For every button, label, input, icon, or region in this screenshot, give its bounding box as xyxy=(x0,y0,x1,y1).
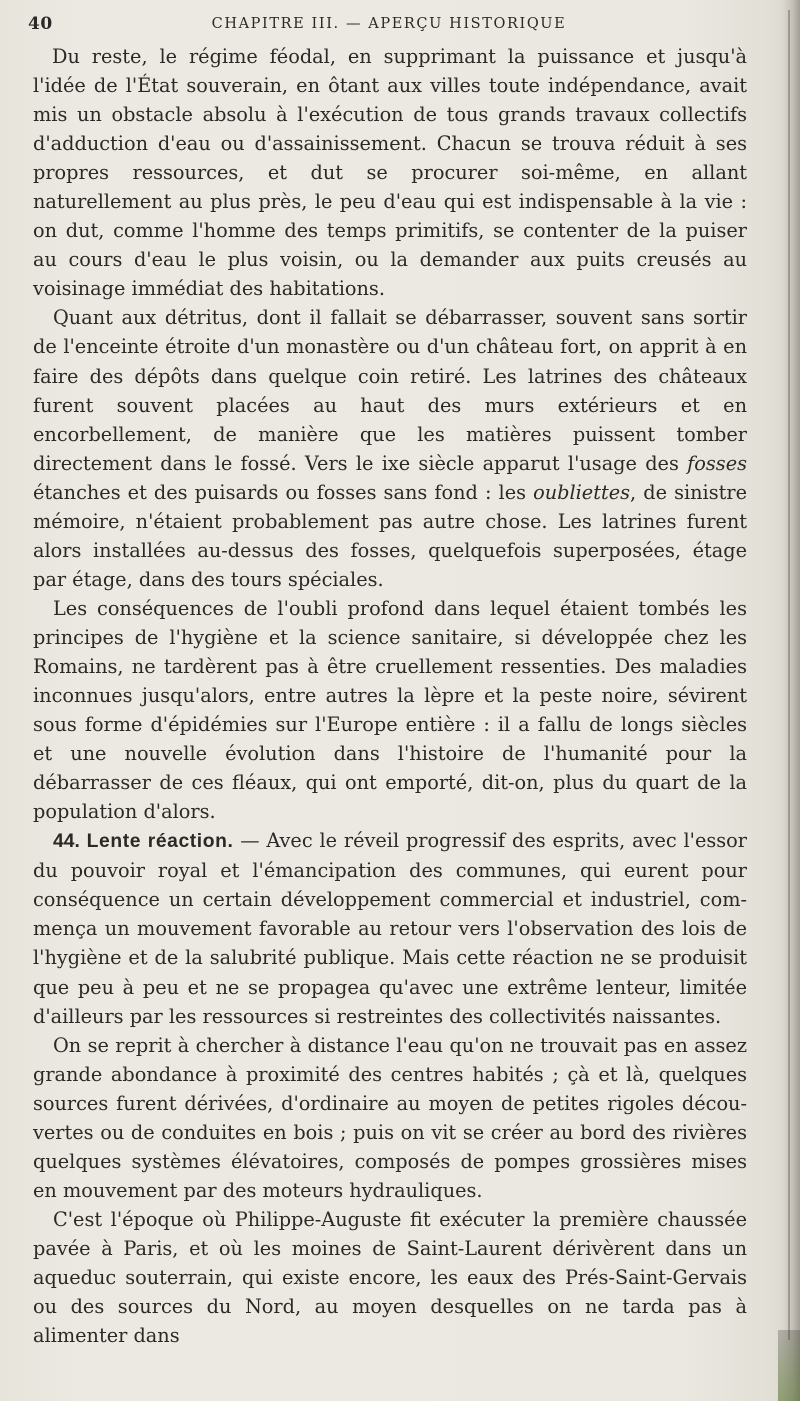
page-header xyxy=(28,14,750,42)
emphasis-fosses: fosses xyxy=(687,451,747,475)
paragraph-text: , de sinistre mémoire, n'étaient probablement pas autre chose. Les latrines furent alors installées au-dessus des fosses, quelquefois superposées, étage par étage, dans des tours spéciales. xyxy=(33,480,747,591)
body-text xyxy=(33,42,747,1350)
page-corner-mark xyxy=(778,1330,800,1401)
paragraph-text: étanches et des puisards ou fosses sans fond : les xyxy=(33,480,534,504)
running-head: CHAPITRE III. — APERÇU HISTORIQUE xyxy=(211,16,567,32)
page-edge-line xyxy=(788,10,790,1340)
paragraph-text: — Avec le réveil progressif des esprits, avec l'essor du pouvoir royal et l'émancipation des communes, qui eurent pour conséquence un certain développement commercial et industriel, commença un mouvement favorable au retour vers l'observation des lois de l'hygiène et de la salubrité publique. Mais cette réaction ne se produisit que peu à peu et ne se propagea qu'avec une extrême lenteur, limitée d'ailleurs par les ressources si restreintes des collectivités naissantes. xyxy=(33,829,747,1028)
page-number: 40 xyxy=(28,14,53,34)
paragraph-water-sources: On se reprit à chercher à distance l'eau qu'on ne trouvait pas en assez grande abondance à proximité des centres habités ; çà et là, quelques sources furent dérivées, d'ordinaire au moyen de petites rigoles découvertes ou de conduites en bois ; puis on vit se créer au bord des rivières quelques systèmes élévatoires, composés de pompes grossières mises en mouvement par des moteurs hydrauliques. xyxy=(33,1033,747,1202)
paragraph-slow-reaction xyxy=(33,826,747,1030)
paragraph-text: Quant aux détritus, dont il fallait se débarrasser, souvent sans sortir de l'enceinte étroite d'un monastère ou d'un château fort, on apprit à en faire des dépôts dans quelque coin retiré. Les latrines des châteaux furent souvent placées au haut des murs extérieurs et en encorbellement, de manière que les matières puissent tomber directement dans le fossé. Vers le ixe siècle apparut l'usage des xyxy=(33,306,747,475)
section-title: Lente réaction. xyxy=(86,831,234,853)
paragraph-consequences: Les conséquences de l'oubli profond dans lequel étaient tombés les principes de l'hygiène et la science sanitaire, si développée chez les Romains, ne tardèrent pas à être cruellement ressenties. Des maladies inconnues jusqu'alors, entre autres la lèpre et la peste noire, sévirent sous forme d'épidémies sur l'Europe entière : il a fallu de longs siècles et une nouvelle évolution dans l'histoire de l'humanité pour la débarrasser de ces fléaux, qui ont emporté, dit-on, plus du quart de la population d'alors. xyxy=(33,596,747,824)
paragraph-feudal-regime: Du reste, le régime féodal, en supprimant la puissance et jusqu'à l'idée de l'État souverain, en ôtant aux villes toute indépendance, avait mis un obstacle absolu à l'exécution de tous grands travaux collectifs d'adduction d'eau ou d'assainissement. Chacun se trouva réduit à ses propres ressources, et dut se procurer soi-même, en allant naturellement au plus près, le peu d'eau qui est indispensable à la vie : on dut, comme l'homme des temps primitifs, se contenter de la puiser au cours d'eau le plus voisin, ou la demander aux puits creusés au voisinage immédiat des habitations. xyxy=(33,45,747,301)
section-number: 44. xyxy=(53,831,80,853)
paragraph-waste-disposal xyxy=(33,303,747,593)
paragraph-philippe-auguste: C'est l'époque où Philippe-Auguste fit exécuter la première chaussée pavée à Paris, et où les moines de Saint-Laurent dérivèrent dans un aqueduc souterrain, qui existe encore, les eaux des Prés-Saint-Gervais ou des sources du Nord, au moyen desquelles on ne tarda pas à alimenter dans xyxy=(33,1207,747,1348)
page-edge-shadow xyxy=(782,0,800,1401)
emphasis-oubliettes: oubliettes xyxy=(533,480,631,504)
